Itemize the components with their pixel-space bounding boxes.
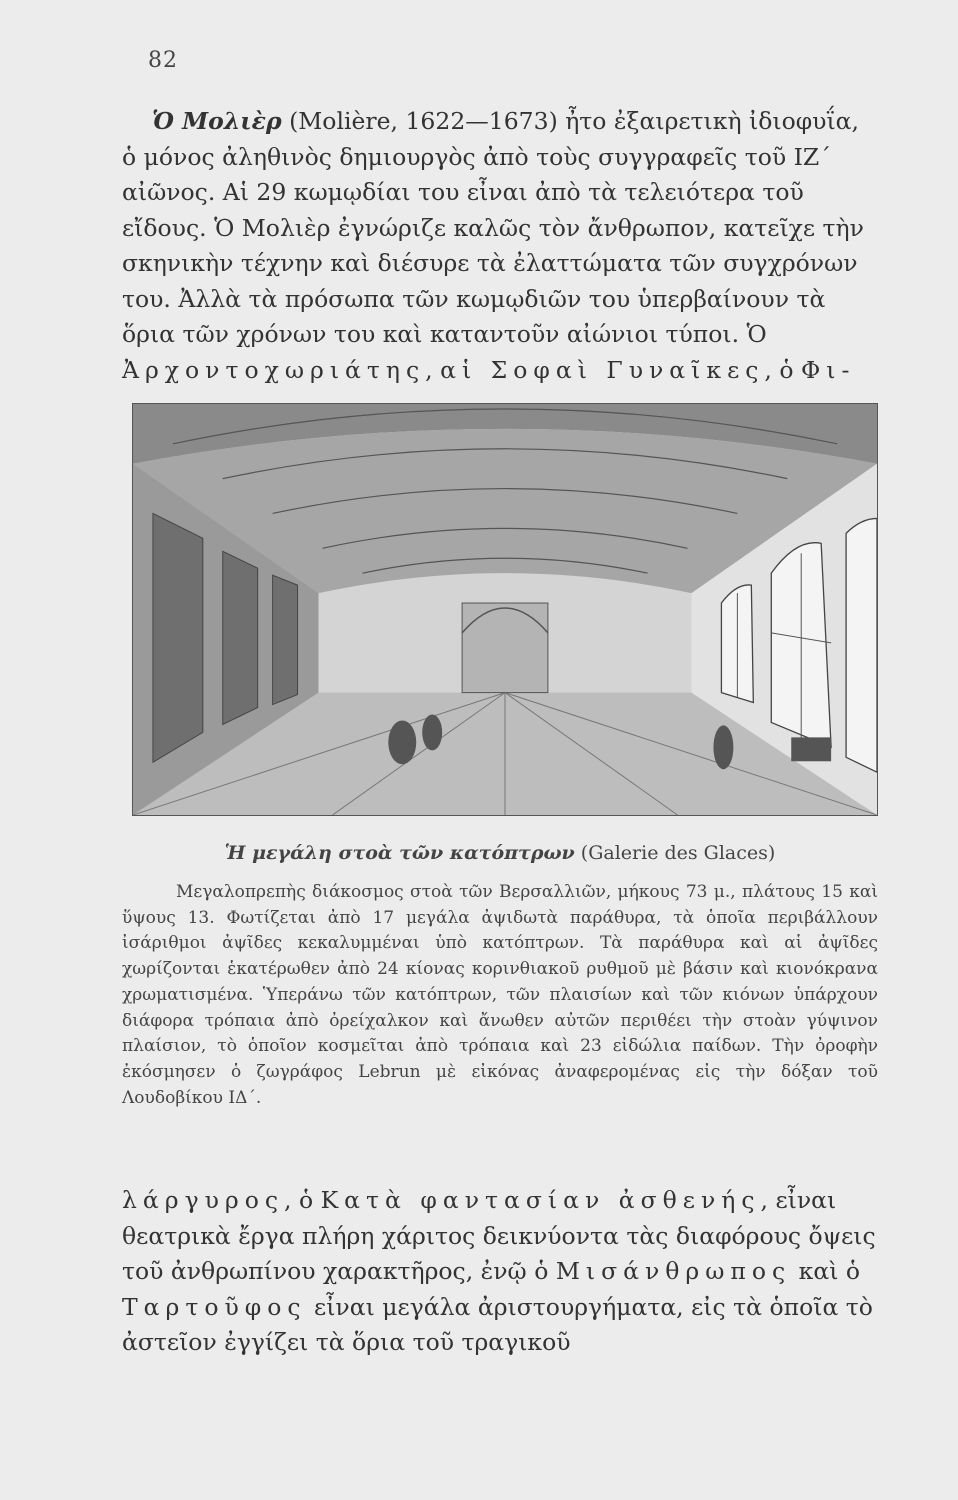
work-title: Μισάνθρωπος — [555, 1257, 792, 1285]
paragraph-1 — [122, 104, 878, 388]
paragraph-1-text: (Molière, 1622—1673) ἦτο ἐξαιρετικὴ ἰδιοφυΐα, ὁ μόνος ἀληθινὸς δημιουργὸς ἀπὸ τοὺς συγγραφεῖς τοῦ ΙΖ΄ αἰῶνος. Αἱ 29 κωμῳδίαι του εἶναι ἀπὸ τὰ τελειότερα τοῦ εἴδους. Ὁ Μολιὲρ ἐγνώριζε καλῶς τὸν ἄνθρωπον, κατεῖχε τὴν σκηνικὴν τέχνην καὶ διέσυρε τὰ ἐλαττώματα τῶν συγχρόνων του. Ἀλλὰ τὰ πρόσωπα τῶν κωμῳδιῶν του ὑπερβαίνουν τὰ ὅρια τῶν χρόνων του καὶ καταντοῦν αἰώνιοι τύποι. — [122, 107, 864, 348]
paragraph-2-text: εἶναι μεγάλα ἀριστουργήματα, εἰς τὰ ὁποῖα τὸ ἀστεῖον ἐγγίζει τὰ ὅρια τοῦ τραγικοῦ — [122, 1292, 873, 1356]
figure-description — [122, 880, 878, 1111]
hall-of-mirrors-engraving — [132, 403, 878, 816]
paragraph-2-text: , εἶναι θεατρικὰ ἔργα πλήρη χάριτος δεικνύοντα τὰς διαφόρους ὄψεις τοῦ ἀνθρωπίνου χαρακτῆρος, ἐνῷ ὁ — [122, 1186, 876, 1285]
caption-french: (Galerie des Glaces) — [574, 842, 776, 864]
work-title-fragment: Φι- — [800, 355, 856, 384]
engraving-drawing — [133, 404, 877, 815]
work-title: Ταρτοῦφος — [122, 1292, 307, 1321]
author-name: Ὁ Μολιὲρ — [152, 107, 282, 135]
caption-greek: Ἡ μεγάλη στοὰ τῶν κατόπτρων — [224, 842, 575, 864]
work-title-fragment: λάργυρος — [122, 1186, 285, 1214]
separator: , ὁ — [284, 1186, 321, 1214]
figure-description-text: Μεγαλοπρεπὴς διάκοσμος στοὰ τῶν Βερσαλλιῶν, μήκους 73 μ., πλάτους 15 καὶ ὕψους 13. Φωτίζεται ἀπὸ 17 μεγάλα ἀψιδωτὰ παράθυρα, τὰ ὁποῖα περιβάλλουν ἰσάριθμοι ἀψῖδες κεκαλυμμέναι ὑπὸ κατόπτρων. Τὰ παράθυρα καὶ αἱ ἀψῖδες χωρίζονται ἑκατέρωθεν ἀπὸ 24 κίονας κορινθιακοῦ ρυθμοῦ μὲ βάσιν καὶ κιονόκρανα χρωματισμένα. Ὑπεράνω τῶν κατόπτρων, τῶν πλαισίων καὶ τῶν κιόνων ὑπάρχουν διάφορα τρόπαια ἀπὸ ὀρείχαλκον καὶ ἄνωθεν αὐτῶν περιθέει τὴν στοὰν γύψινον πλαίσιον, τὸ ὁποῖον κοσμεῖται ἀπὸ τρόπαια καὶ 23 εἰδώλια παίδων. Τὴν ὀροφὴν ἐκόσμησεν ὁ ζωγράφος Lebrun μὲ εἰκόνας ἀναφερομένας εἰς τὴν δόξαν τοῦ Λουδοβίκου ΙΔ΄. — [122, 882, 878, 1108]
work-title: Ὁ Ἀρχοντοχωριάτης — [122, 320, 773, 384]
paragraph-2 — [122, 1183, 878, 1361]
page-number: 82 — [148, 48, 178, 73]
work-title: Κατὰ φαντασίαν ἀσθενής — [320, 1186, 761, 1214]
separator: , ὁ — [764, 355, 801, 384]
separator: , — [425, 355, 441, 384]
figure-caption — [122, 840, 878, 866]
work-title: αἱ Σοφαὶ Γυναῖκες — [440, 355, 765, 384]
separator: καὶ ὁ — [791, 1257, 861, 1285]
